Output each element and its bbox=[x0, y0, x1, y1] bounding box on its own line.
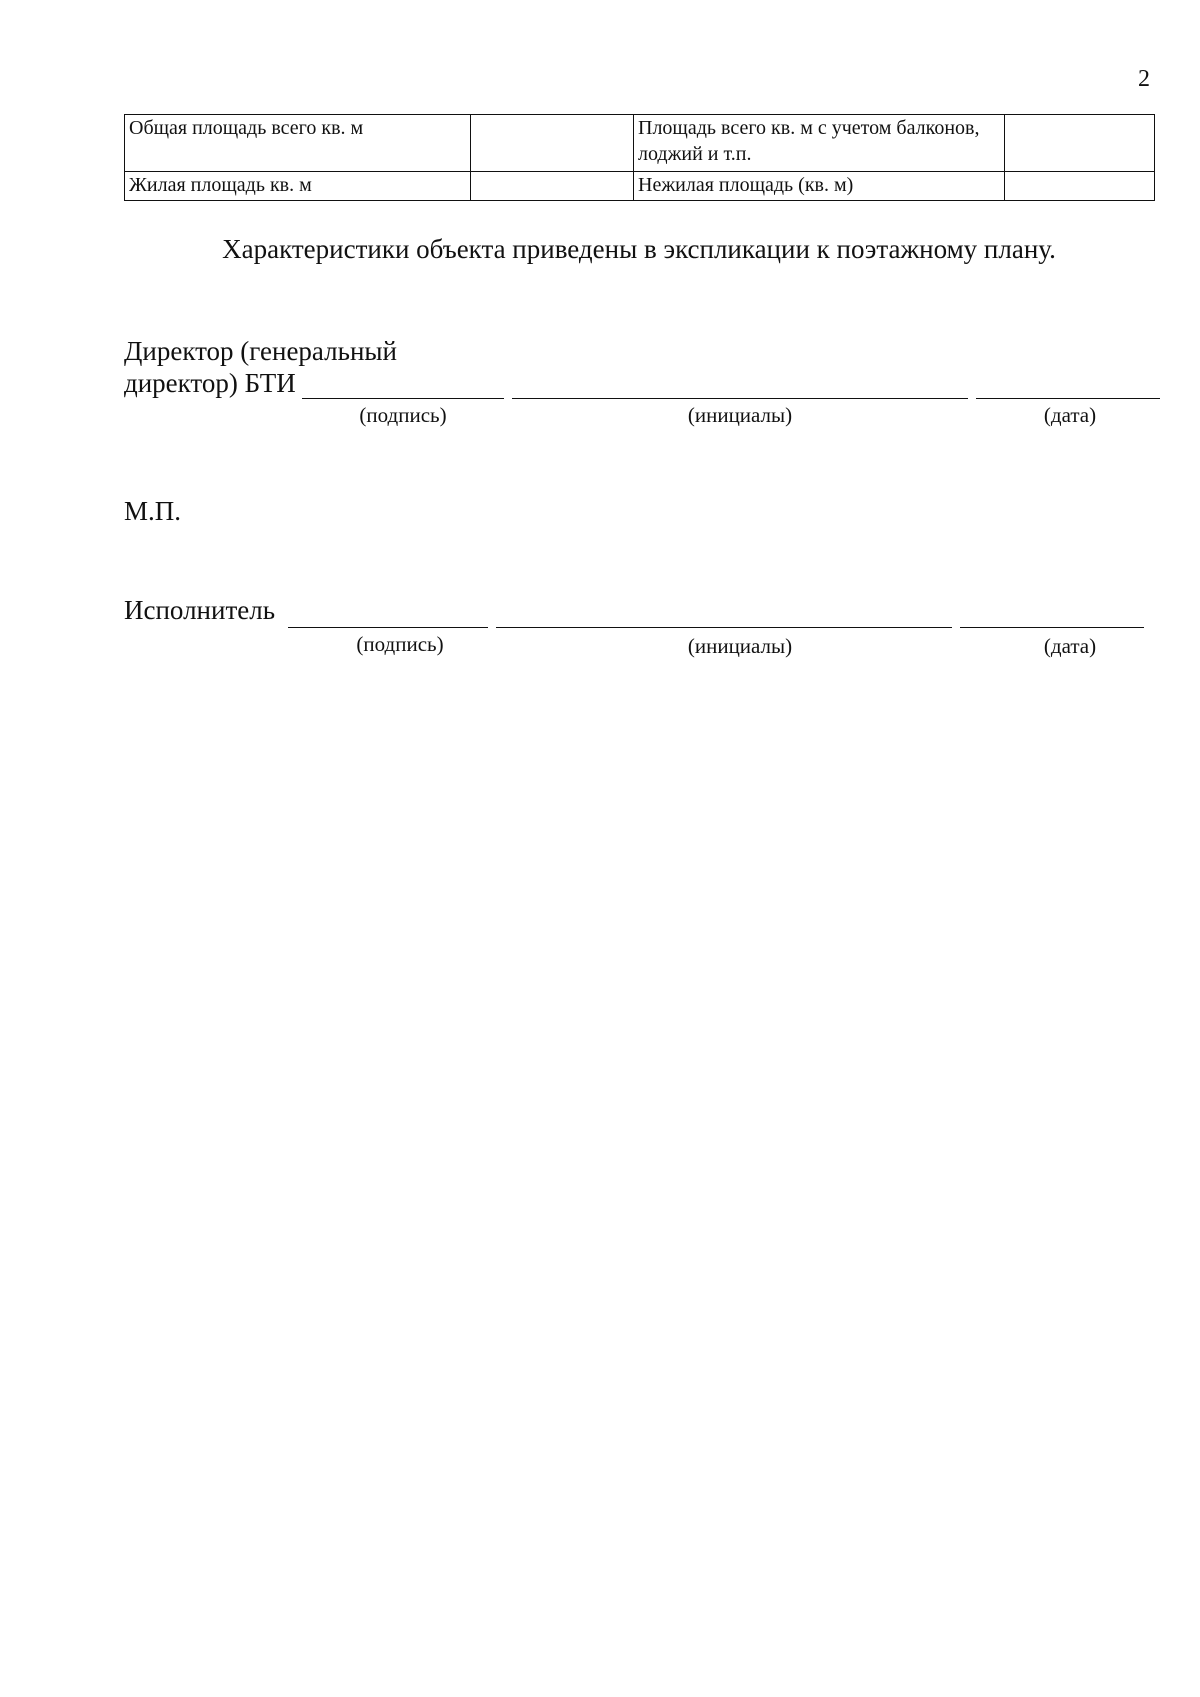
executor-signature-line bbox=[288, 627, 488, 628]
director-date-line bbox=[976, 398, 1160, 399]
table-cell-label: Жилая площадь кв. м bbox=[125, 172, 471, 201]
table-cell-value bbox=[471, 115, 634, 172]
executor-initials-caption: (инициалы) bbox=[687, 634, 793, 658]
table-cell-value bbox=[1005, 172, 1155, 201]
table-row bbox=[125, 172, 1155, 201]
table-cell-label: Общая площадь всего кв. м bbox=[125, 115, 471, 172]
director-date-caption: (дата) bbox=[1043, 403, 1097, 427]
executor-signature-caption: (подпись) bbox=[356, 632, 444, 656]
stamp-place-label: М.П. bbox=[124, 496, 182, 526]
executor-date-line bbox=[960, 627, 1144, 628]
page-number: 2 bbox=[1138, 66, 1150, 92]
table-cell-value bbox=[471, 172, 634, 201]
director-label-line2: директор) БТИ bbox=[124, 368, 296, 398]
statement-text: Характеристики объекта приведены в экспликации к поэтажному плану. bbox=[222, 234, 1056, 264]
director-signature-caption: (подпись) bbox=[359, 403, 447, 427]
director-label-line1: Директор (генеральный bbox=[124, 336, 397, 366]
executor-label: Исполнитель bbox=[124, 595, 276, 625]
table-cell-value bbox=[1005, 115, 1155, 172]
executor-initials-line bbox=[496, 627, 952, 628]
executor-date-caption: (дата) bbox=[1043, 634, 1097, 658]
table-cell-label: Площадь всего кв. м с учетом балконов, лоджий и т.п. bbox=[634, 115, 1005, 172]
table-cell-label: Нежилая площадь (кв. м) bbox=[634, 172, 1005, 201]
director-signature-line bbox=[302, 398, 504, 399]
director-initials-line bbox=[512, 398, 968, 399]
director-initials-caption: (инициалы) bbox=[687, 403, 793, 427]
table-row bbox=[125, 115, 1155, 172]
area-table bbox=[124, 114, 1155, 201]
